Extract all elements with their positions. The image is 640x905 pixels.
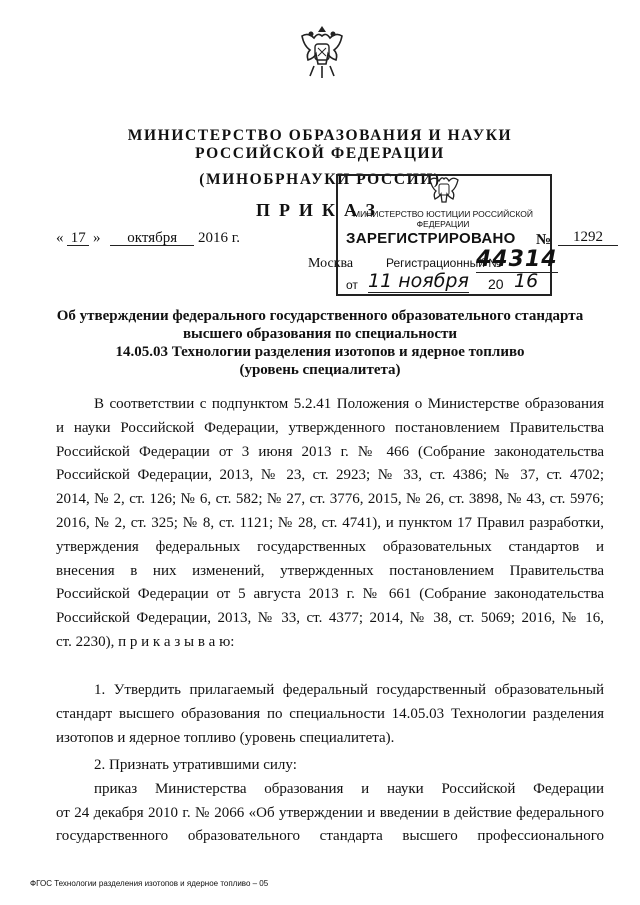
ministry-name-line1: МИНИСТЕРСТВО ОБРАЗОВАНИЯ И НАУКИ — [127, 127, 513, 144]
stamp-year-prefix: 20 — [488, 276, 504, 292]
stamp-emblem-icon — [426, 170, 462, 208]
stamp-registered: ЗАРЕГИСТРИРОВАНО — [346, 230, 516, 247]
page-footer: ФГОС Технологии разделения изотопов и ядерное топливо – 05 — [30, 879, 269, 888]
text-line: внесения в них изменений, утвержденных постановлением Правительства — [56, 562, 604, 579]
date-open-quote: « — [56, 230, 64, 246]
text-line: 1. Утвердить прилагаемый федеральный государственный образовательный — [94, 682, 604, 698]
text-line: от 24 декабря 2010 г. № 2066 «Об утверждении и введении в действие федерального — [56, 804, 604, 821]
date-close-quote: » — [93, 230, 101, 246]
text-line: изотопов и ядерное топливо (уровень специалитета). — [56, 729, 395, 746]
text-line: и науки Российской Федерации, утвержденного постановлением Правительства — [56, 419, 604, 436]
text-line: Российской Федерации, 2013, № 23, ст. 2923; № 33, ст. 4386; № 37, ст. 4702; — [56, 467, 604, 484]
stamp-year-suffix: 16 — [514, 270, 539, 292]
text-line: приказ Министерства образования и науки Российской Федерации — [94, 780, 604, 797]
stamp-regnum-label: Регистрационный № — [386, 256, 502, 270]
text-line: стандарт высшего образования по специальности 14.05.03 Технологии разделения — [56, 705, 604, 722]
text-line: 2014, № 2, ст. 126; № 6, ст. 582; № 27, ст. 3776, 2015, № 26, ст. 3898, № 43, ст. 5976; — [56, 491, 604, 508]
stamp-regnum: 44314 — [476, 247, 558, 272]
stamp-reg-date: 11 ноября — [368, 270, 469, 292]
order-title-line: Об утверждении федерального государственного образовательного стандарта — [56, 308, 584, 324]
order-city: Москва — [308, 256, 354, 271]
text-line: Российской Федерации от 3 июня 2013 г. № 466 (Собрание законодательства — [56, 443, 604, 460]
order-title — [40, 307, 600, 379]
order-title-line: 14.05.03 Технологии разделения изотопов и ядерное топливо — [115, 344, 525, 360]
stamp-authority: МИНИСТЕРСТВО ЮСТИЦИИ РОССИЙСКОЙ ФЕДЕРАЦИИ — [353, 209, 533, 229]
order-date — [56, 230, 240, 247]
coat-of-arms-icon — [296, 22, 348, 82]
text-line: Российской Федерации от 5 августа 2013 г. № 661 (Собрание законодательства — [56, 586, 604, 603]
text-line: ст. 2230), п р и к а з ы в а ю: — [56, 633, 235, 650]
text-line: 2016, № 2, ст. 325; № 8, ст. 1121; № 28, ст. 4741), и пунктом 17 Правил разработки, — [56, 514, 604, 531]
text-line: В соответствии с подпунктом 5.2.41 Положения о Министерстве образования — [94, 396, 604, 412]
item-1-paragraph — [56, 679, 604, 750]
order-number-sign: № — [536, 232, 552, 248]
text-line: Российской Федерации, 2013, № 33, ст. 4377; 2014, № 38, ст. 5069; 2016, № 16, — [56, 610, 604, 627]
stamp-from-label: от — [346, 278, 358, 292]
date-month: октября — [110, 231, 194, 246]
order-number: 1292 — [558, 229, 618, 246]
ministry-short-name: (МИНОБРНАУКИ РОССИИ) — [199, 171, 441, 188]
date-day: 17 — [67, 231, 89, 246]
doc-type-heading: ПРИКАЗ — [255, 200, 385, 220]
preamble-paragraph — [56, 393, 604, 655]
text-line: 2. Признать утратившими силу: — [94, 757, 297, 773]
text-line: государственного образовательного стандарта высшего профессионального — [56, 828, 604, 845]
item-2-paragraph — [56, 754, 604, 849]
ministry-name-line2: РОССИЙСКОЙ ФЕДЕРАЦИИ — [195, 145, 445, 162]
order-title-line: высшего образования по специальности — [182, 326, 458, 342]
date-year: 2016 г. — [198, 230, 240, 246]
text-line: утверждения федеральных государственных образовательных стандартов и — [56, 538, 604, 555]
order-title-line: (уровень специалитета) — [239, 362, 401, 378]
